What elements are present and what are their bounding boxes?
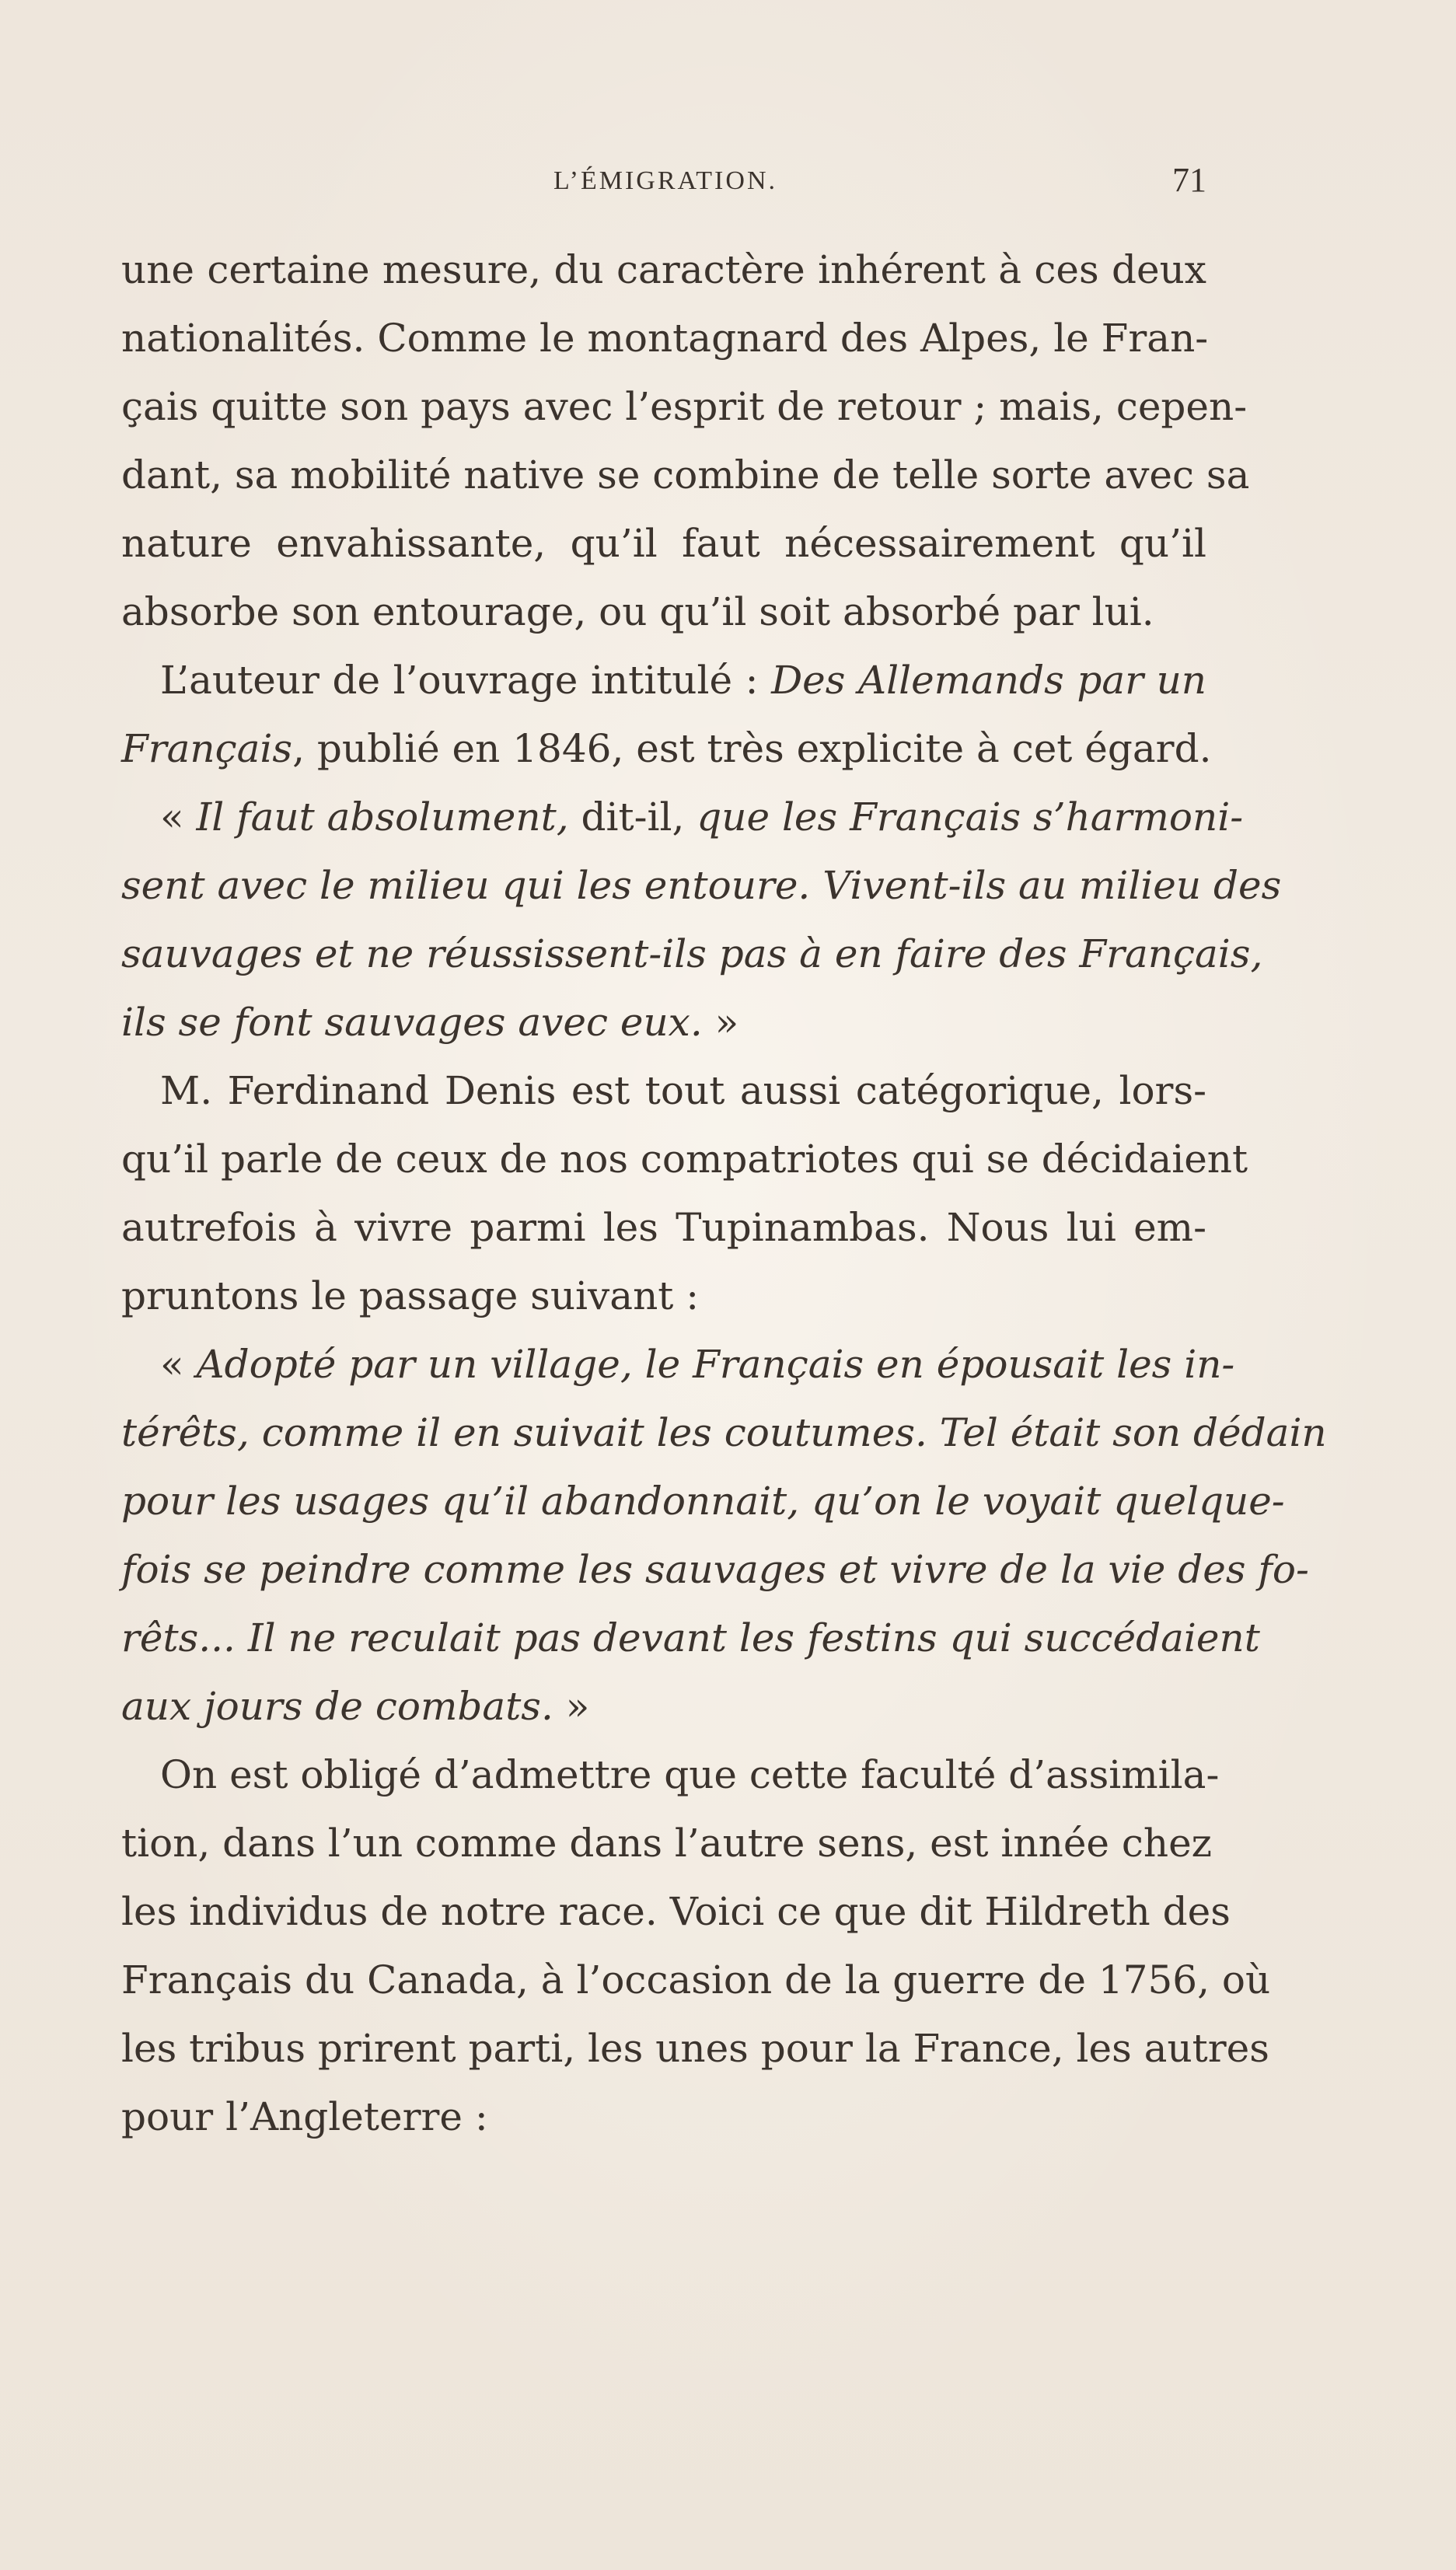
text-line: autrefois à vivre parmi les Tupinambas. Nous lui em-: [121, 1205, 1206, 1250]
text-run: , publié en 1846, est très explicite à cet égard.: [292, 726, 1212, 771]
quote-line: térêts, comme il en suivait les coutumes. Tel était son dédain: [121, 1410, 1327, 1455]
text-line: [121, 1672, 1206, 1741]
quote-italic: aux jours de combats.: [121, 1684, 553, 1729]
text-line: çais quitte son pays avec l’esprit de retour ; mais, cepen-: [121, 384, 1248, 429]
body-text: [121, 236, 1327, 2151]
text-line: [121, 1330, 1235, 1398]
text-line: les tribus prirent parti, les unes pour la France, les autres: [121, 2026, 1269, 2071]
quote-italic: Adopté par un village, le Français en épousait les in-: [196, 1342, 1235, 1387]
text-line: qu’il parle de ceux de nos compatriotes qui se décidaient: [121, 1137, 1248, 1182]
text-line: [121, 783, 1244, 851]
page-number: 71: [1172, 161, 1206, 199]
text-line: absorbe son entourage, ou qu’il soit absorbé par lui.: [121, 589, 1154, 634]
quote-line: sauvages et ne réussissent-ils pas à en faire des Français,: [121, 931, 1263, 976]
text-run: dit-il,: [568, 794, 697, 840]
text-line: nature envahissante, qu’il faut nécessairement qu’il: [121, 521, 1206, 566]
text-line: pruntons le passage suivant :: [121, 1273, 700, 1318]
text-line: [121, 714, 1212, 783]
text-line: pour l’Angleterre :: [121, 2094, 488, 2139]
text-run: »: [702, 1000, 739, 1045]
book-title-italic: Des Allemands par un: [771, 658, 1206, 703]
text-run: »: [553, 1684, 590, 1729]
quote-italic: ils se font sauvages avec eux.: [121, 1000, 703, 1045]
quote-line: fois se peindre comme les sauvages et vivre de la vie des fo-: [121, 1547, 1309, 1592]
text-line: On est obligé d’admettre que cette faculté d’assimila-: [160, 1752, 1220, 1797]
text-line: nationalités. Comme le montagnard des Alpes, le Fran-: [121, 316, 1209, 361]
page-header: [124, 161, 1206, 205]
quote-line: sent avec le milieu qui les entoure. Vivent-ils au milieu des: [121, 863, 1282, 908]
text-line: une certaine mesure, du caractère inhérent à ces deux: [121, 247, 1206, 292]
running-title: L’ÉMIGRATION.: [553, 166, 777, 195]
text-line: dant, sa mobilité native se combine de telle sorte avec sa: [121, 452, 1250, 498]
quote-italic: que les Français s’harmoni-: [697, 794, 1244, 840]
quote-italic: Il faut absolument,: [196, 794, 569, 840]
text-line: Français du Canada, à l’occasion de la guerre de 1756, où: [121, 1957, 1271, 2003]
text-line: [121, 646, 1206, 714]
text-line: tion, dans l’un comme dans l’autre sens, est innée chez: [121, 1821, 1213, 1866]
text-run: L’auteur de l’ouvrage intitulé :: [160, 658, 772, 703]
text-line: M. Ferdinand Denis est tout aussi catégorique, lors-: [160, 1068, 1206, 1113]
text-line: les individus de notre race. Voici ce que dit Hildreth des: [121, 1889, 1231, 1934]
quote-line: pour les usages qu’il abandonnait, qu’on le voyait quelque-: [121, 1479, 1285, 1524]
text-run: «: [160, 794, 197, 840]
book-title-italic: Français: [121, 726, 293, 771]
text-run: «: [160, 1342, 197, 1387]
quote-line: rêts... Il ne reculait pas devant les festins qui succédaient: [121, 1615, 1260, 1660]
text-line: [121, 988, 1206, 1056]
